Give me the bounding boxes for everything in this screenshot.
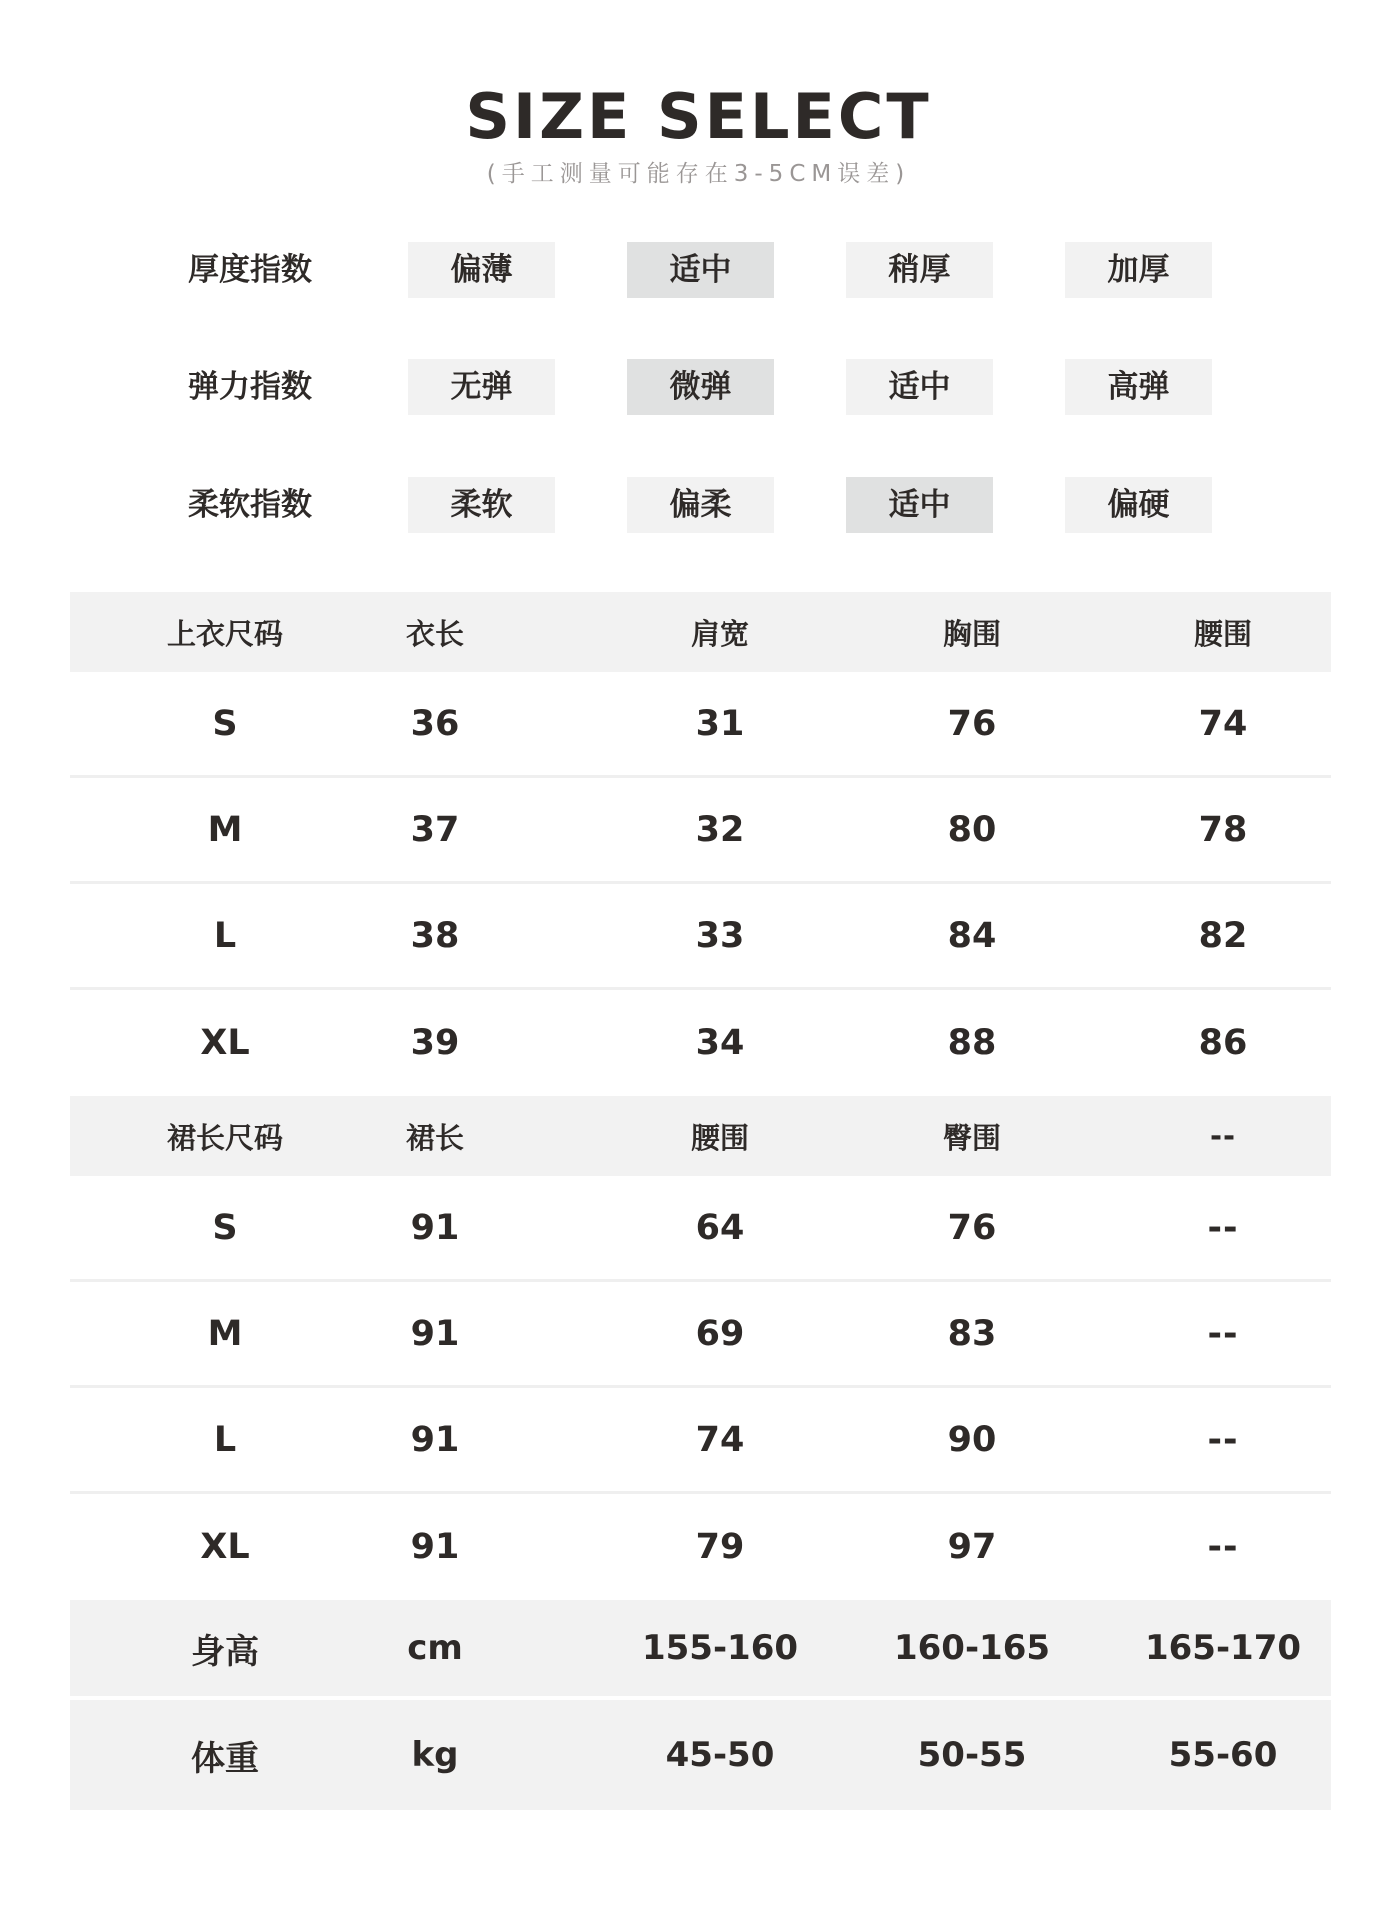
table-cell: 31 xyxy=(695,703,745,744)
table-cell: 82 xyxy=(1198,915,1248,956)
elasticity-option: 无弹 xyxy=(408,359,555,415)
table-cell: S xyxy=(212,1207,238,1248)
header-cell: 裙长尺码 xyxy=(166,1120,283,1155)
table-cell: -- xyxy=(1207,1419,1239,1460)
table-cell: 91 xyxy=(410,1313,460,1354)
table-cell: 155-160 xyxy=(641,1628,799,1668)
table-row xyxy=(70,1176,1331,1282)
top-table-header xyxy=(70,592,1331,672)
thickness-option: 稍厚 xyxy=(846,242,993,298)
table-cell: 34 xyxy=(695,1023,745,1063)
table-cell: 36 xyxy=(410,703,460,744)
table-cell: 84 xyxy=(947,915,997,956)
table-cell: -- xyxy=(1207,1527,1239,1567)
measurement-note: (手工测量可能存在3-5CM误差) xyxy=(486,161,911,187)
weight-row xyxy=(70,1696,1331,1810)
table-row xyxy=(70,1494,1331,1600)
elasticity-option: 高弹 xyxy=(1065,359,1212,415)
table-cell: 55-60 xyxy=(1168,1735,1278,1775)
table-cell: 64 xyxy=(695,1207,745,1248)
thickness-option-selected: 适中 xyxy=(627,242,774,298)
table-cell: 97 xyxy=(947,1527,997,1567)
table-cell: 37 xyxy=(410,809,460,850)
table-cell: S xyxy=(212,703,238,744)
table-row xyxy=(70,884,1331,990)
header-cell: 上衣尺码 xyxy=(166,616,283,651)
table-cell: -- xyxy=(1207,1313,1239,1354)
table-cell: 86 xyxy=(1198,1023,1248,1063)
header-cell: 衣长 xyxy=(405,616,464,651)
table-cell: 90 xyxy=(947,1419,997,1460)
table-cell: 80 xyxy=(947,809,997,850)
table-cell: 91 xyxy=(410,1207,460,1248)
header-cell: 腰围 xyxy=(690,1120,749,1155)
header-cell: 肩宽 xyxy=(690,616,749,651)
table-cell: 50-55 xyxy=(917,1735,1027,1775)
header-cell: -- xyxy=(1209,1119,1237,1153)
table-cell: 91 xyxy=(410,1527,460,1567)
table-row xyxy=(70,990,1331,1096)
header-cell: 腰围 xyxy=(1193,616,1252,651)
table-cell: 74 xyxy=(695,1419,745,1460)
elasticity-index-label: 弹力指数 xyxy=(188,369,312,405)
table-cell: L xyxy=(213,1419,237,1460)
table-cell: 33 xyxy=(695,915,745,956)
table-row xyxy=(70,672,1331,778)
skirt-table-header xyxy=(70,1096,1331,1176)
elasticity-index-row xyxy=(0,359,1397,415)
table-cell: M xyxy=(207,809,243,850)
softness-option: 柔软 xyxy=(408,477,555,533)
height-label: 身高 xyxy=(191,1631,259,1672)
table-cell: 79 xyxy=(695,1527,745,1567)
softness-option-selected: 适中 xyxy=(846,477,993,533)
table-cell: 165-170 xyxy=(1144,1628,1302,1668)
table-cell: 160-165 xyxy=(893,1628,1051,1668)
page-title: SIZE SELECT xyxy=(465,80,932,153)
table-cell: 38 xyxy=(410,915,460,956)
weight-unit: kg xyxy=(411,1735,459,1775)
table-cell: XL xyxy=(200,1023,250,1063)
elasticity-option-selected: 微弹 xyxy=(627,359,774,415)
size-table xyxy=(70,592,1331,1810)
table-cell: -- xyxy=(1207,1207,1239,1248)
table-cell: 39 xyxy=(410,1023,460,1063)
table-cell: L xyxy=(213,915,237,956)
header-cell: 裙长 xyxy=(405,1120,464,1155)
thickness-option: 偏薄 xyxy=(408,242,555,298)
thickness-index-label: 厚度指数 xyxy=(188,252,312,288)
table-cell: 45-50 xyxy=(665,1735,775,1775)
table-cell: 78 xyxy=(1198,809,1248,850)
table-row xyxy=(70,1282,1331,1388)
weight-label: 体重 xyxy=(191,1738,259,1779)
table-cell: 76 xyxy=(947,703,997,744)
thickness-index-row xyxy=(0,242,1397,298)
table-cell: 74 xyxy=(1198,703,1248,744)
table-cell: 88 xyxy=(947,1023,997,1063)
table-cell: 91 xyxy=(410,1419,460,1460)
table-row xyxy=(70,1388,1331,1494)
softness-option: 偏柔 xyxy=(627,477,774,533)
header-cell: 胸围 xyxy=(942,616,1001,651)
table-cell: 32 xyxy=(695,809,745,850)
height-row xyxy=(70,1600,1331,1696)
softness-option: 偏硬 xyxy=(1065,477,1212,533)
thickness-option: 加厚 xyxy=(1065,242,1212,298)
table-cell: 83 xyxy=(947,1313,997,1354)
table-cell: M xyxy=(207,1313,243,1354)
elasticity-option: 适中 xyxy=(846,359,993,415)
table-cell: 76 xyxy=(947,1207,997,1248)
softness-index-row xyxy=(0,477,1397,533)
table-cell: 69 xyxy=(695,1313,745,1354)
height-unit: cm xyxy=(407,1628,463,1668)
softness-index-label: 柔软指数 xyxy=(188,487,312,523)
table-cell: XL xyxy=(200,1527,250,1567)
table-row xyxy=(70,778,1331,884)
header-cell: 臀围 xyxy=(942,1120,1001,1155)
